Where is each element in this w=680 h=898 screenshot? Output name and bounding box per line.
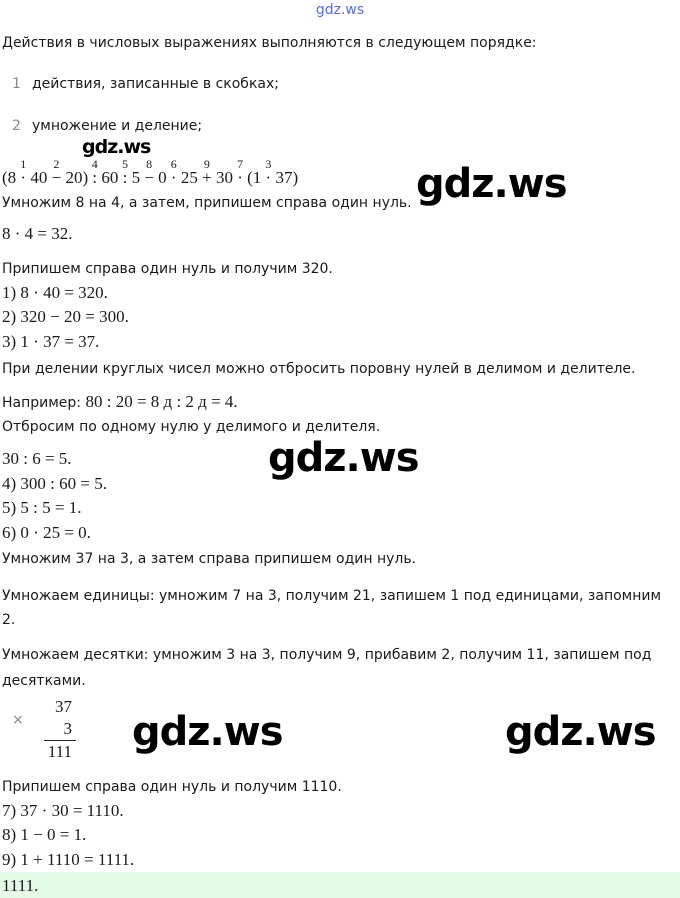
operand: 20): [61, 168, 93, 187]
list-item: действия, записанные в скобках;: [32, 76, 279, 92]
order-mark: 6: [170, 157, 177, 171]
watermark-small: gdz.ws: [82, 136, 151, 158]
math-line: 4) 300 : 60 = 5.: [2, 474, 107, 493]
operator: + 9: [202, 157, 212, 187]
operand: 25: [176, 168, 203, 187]
step-text: Умножаем единицы: умножим 7 на 3, получим 21, запишем 1 под единицами, запомним 2.: [2, 588, 662, 628]
order-mark: 5: [121, 157, 128, 171]
operand: 0: [153, 168, 171, 187]
math-line: 1) 8 · 40 = 320.: [2, 283, 108, 302]
step-text: При делении круглых чисел можно отбросить поровну нулей в делимом и делителе.: [2, 361, 636, 377]
order-mark: 4: [91, 157, 98, 171]
step-text: Умножим 37 на 3, а затем справа припишем один нуль.: [2, 551, 417, 567]
answer-highlight: [0, 872, 680, 898]
step-text: Умножим 8 на 4, а затем, припишем справа один нуль.: [2, 195, 412, 211]
watermark: gdz.ws: [505, 709, 656, 755]
example-line: [2, 392, 238, 412]
example-expression: 80 : 20 = 8 д : 2 д = 4.: [85, 392, 238, 411]
watermark-top: gdz.ws: [315, 2, 365, 18]
math-line: 9) 1 + 1110 = 1111.: [2, 850, 135, 869]
step-text: Умножаем десятки: умножим 3 на 3, получим 9, прибавим 2, получим 11, запишем под десятками.: [2, 647, 652, 689]
math-line: 8 · 4 = 32.: [2, 224, 73, 243]
step-text: Припишем справа один нуль и получим 1110.: [2, 779, 342, 795]
list-item: умножение и деление;: [32, 118, 203, 134]
intro-text: Действия в числовых выражениях выполняются в следующем порядке:: [2, 35, 537, 51]
math-line: 8) 1 − 0 = 1.: [2, 825, 87, 844]
operator: · 7: [237, 157, 244, 187]
multiplier: 3: [63, 719, 72, 738]
operand: 60: [97, 168, 123, 187]
math-line: 3) 1 · 37 = 37.: [2, 332, 100, 351]
multiplicand: 37: [55, 697, 72, 716]
math-line: 30 : 6 = 5.: [2, 449, 72, 468]
list-number: 2: [12, 118, 21, 134]
expression: [2, 157, 299, 188]
operator: : 4: [91, 157, 98, 187]
math-line: 7) 37 · 30 = 1110.: [2, 801, 124, 820]
operator: · 1: [20, 157, 27, 187]
product: 111: [47, 742, 72, 761]
operand: (1: [242, 168, 266, 187]
operand: 5: [127, 168, 145, 187]
list-number: 1: [12, 76, 21, 92]
operand: 37): [271, 168, 299, 187]
operator: · 6: [170, 157, 177, 187]
step-text: Отбросим по одному нулю у делимого и делителя.: [2, 419, 381, 435]
order-mark: 3: [265, 157, 272, 171]
watermark: gdz.ws: [416, 161, 567, 207]
order-mark: 8: [146, 157, 153, 171]
watermark: gdz.ws: [268, 435, 419, 481]
operand: (8: [2, 168, 21, 187]
column-multiplication: [40, 696, 76, 763]
operator: − 8: [144, 157, 154, 187]
math-line: 5) 5 : 5 = 1.: [2, 498, 82, 517]
operand: 40: [26, 168, 52, 187]
watermark: gdz.ws: [132, 709, 283, 755]
order-mark: 7: [237, 157, 244, 171]
order-mark: 1: [20, 157, 27, 171]
multiply-sign: ×: [12, 712, 24, 728]
operand: 30: [211, 168, 238, 187]
operator: − 2: [51, 157, 62, 187]
step-text: Припишем справа один нуль и получим 320.: [2, 261, 333, 277]
math-line: 2) 320 − 20 = 300.: [2, 307, 129, 326]
math-line: 6) 0 · 25 = 0.: [2, 523, 91, 542]
example-label: Например:: [2, 395, 86, 411]
order-mark: 2: [53, 157, 60, 171]
operator: : 5: [121, 157, 128, 187]
order-mark: 9: [203, 157, 210, 171]
answer: 1111.: [2, 876, 39, 895]
operator: · 3: [265, 157, 272, 187]
